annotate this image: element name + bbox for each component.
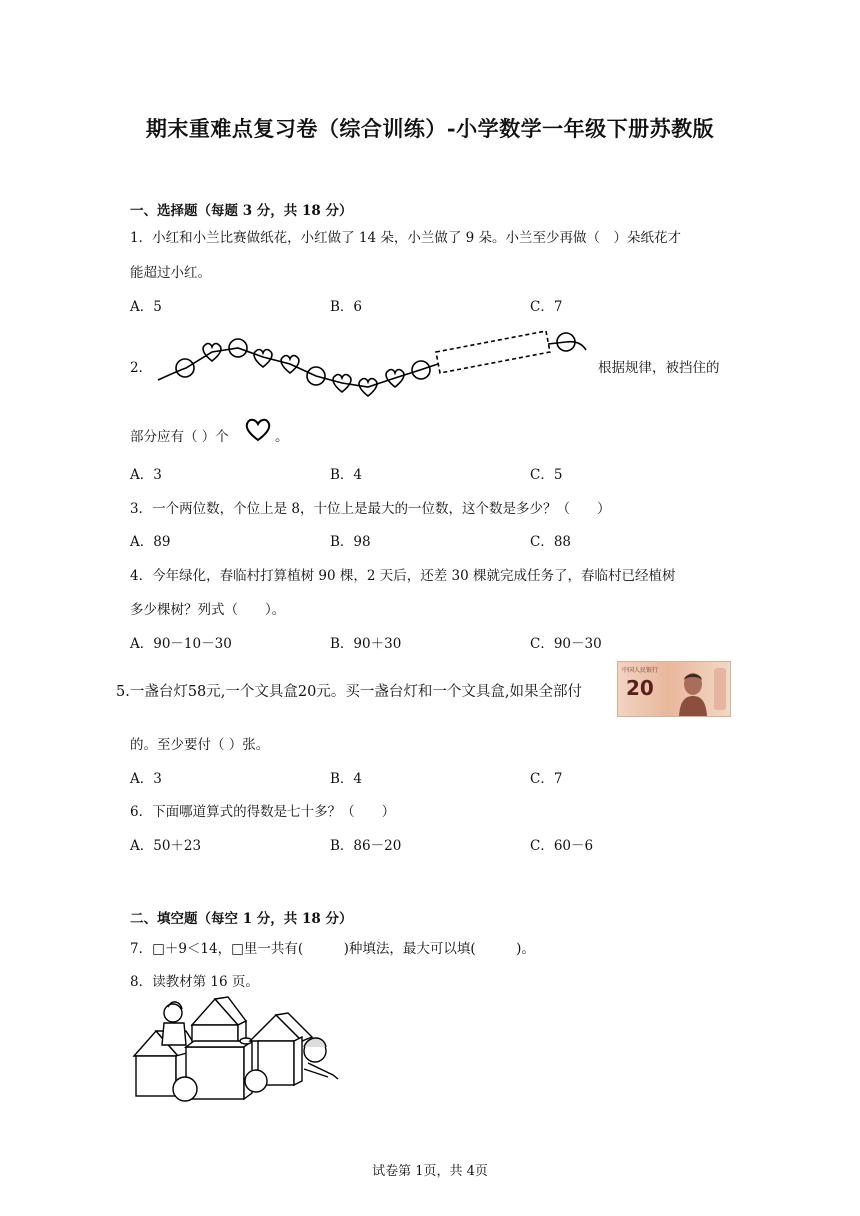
question-4-option-a: A．90－10－30 (130, 636, 232, 652)
question-1-line-2: 能超过小红。 (130, 265, 211, 281)
question-3-option-c: C．88 (530, 534, 572, 550)
question-2-option-b: B．4 (330, 467, 363, 483)
question-6-line-1: 6．下面哪道算式的得数是七十多？（ ） (130, 804, 396, 820)
question-5-line-2: 的。至少要付（ ）张。 (130, 737, 270, 753)
banknote-value: 20 (626, 676, 654, 700)
page-footer: 试卷第 1页，共 4页 (372, 1164, 488, 1179)
question-2-option-a: A．3 (130, 467, 162, 483)
question-4-line-1: 4．今年绿化，春临村打算植树 90 棵，2 天后，还差 30 棵就完成任务了，春临村已经植树 (130, 568, 676, 584)
question-2-line-2-end: 。 (275, 429, 289, 445)
portrait-icon (676, 668, 710, 716)
question-5-option-a: A．3 (130, 771, 162, 787)
question-5-line-1: 5.一盏台灯58元,一个文具盒20元。买一盏台灯和一个文具盒,如果全部付 (116, 684, 582, 700)
question-2-line-2: 部分应有（ ）个 (130, 429, 229, 445)
string-line (158, 348, 438, 387)
question-3-line-1: 3．一个两位数，个位上是 8，十位上是最大的一位数，这个数是多少？（ ） (130, 501, 611, 517)
question-6-option-c: C．60－6 (530, 838, 594, 854)
question-7-line-1: 7．□＋9＜14，□里一共有( )种填法，最大可以填( )。 (130, 941, 535, 957)
question-6-option-b: B．86－20 (330, 838, 402, 854)
question-8-line-1: 8．读教材第 16 页。 (130, 974, 259, 990)
page-title: 期末重难点复习卷（综合训练）-小学数学一年级下册苏教版 (145, 116, 715, 141)
building-blocks-illustration (128, 993, 343, 1103)
question-5-option-b: B．4 (330, 771, 363, 787)
section-heading-choice: 一、选择题（每题 3 分，共 18 分） (130, 203, 353, 219)
question-2-option-c: C．5 (530, 467, 563, 483)
question-4-option-b: B．90＋30 (330, 636, 402, 652)
question-4-line-2: 多少棵树？列式（ ）。 (130, 602, 286, 618)
question-5-option-c: C．7 (530, 771, 563, 787)
question-4-option-c: C．90－30 (530, 636, 602, 652)
question-1-option-c: C．7 (530, 299, 563, 315)
string-line-end (548, 342, 586, 350)
banknote-caption: 中国人民银行 (622, 667, 659, 674)
question-3-option-b: B．98 (330, 534, 371, 550)
bead-pattern-figure (150, 325, 590, 405)
section-heading-fill: 二、填空题（每空 1 分，共 18 分） (130, 911, 353, 927)
question-1-option-b: B．6 (330, 299, 363, 315)
question-6-option-a: A．50＋23 (130, 838, 202, 854)
heart-icon (244, 417, 272, 443)
hidden-box (436, 331, 550, 373)
question-2-number: 2． (130, 360, 153, 376)
banknote-20-image (617, 661, 731, 717)
question-3-option-a: A．89 (130, 534, 171, 550)
question-2-text-right: 根据规律，被挡住的 (598, 360, 720, 376)
question-1-option-a: A．5 (130, 299, 162, 315)
question-1-line-1: 1．小红和小兰比赛做纸花，小红做了 14 朵，小兰做了 9 朵。小兰至少再做（ ）朵纸花才 (130, 230, 682, 246)
